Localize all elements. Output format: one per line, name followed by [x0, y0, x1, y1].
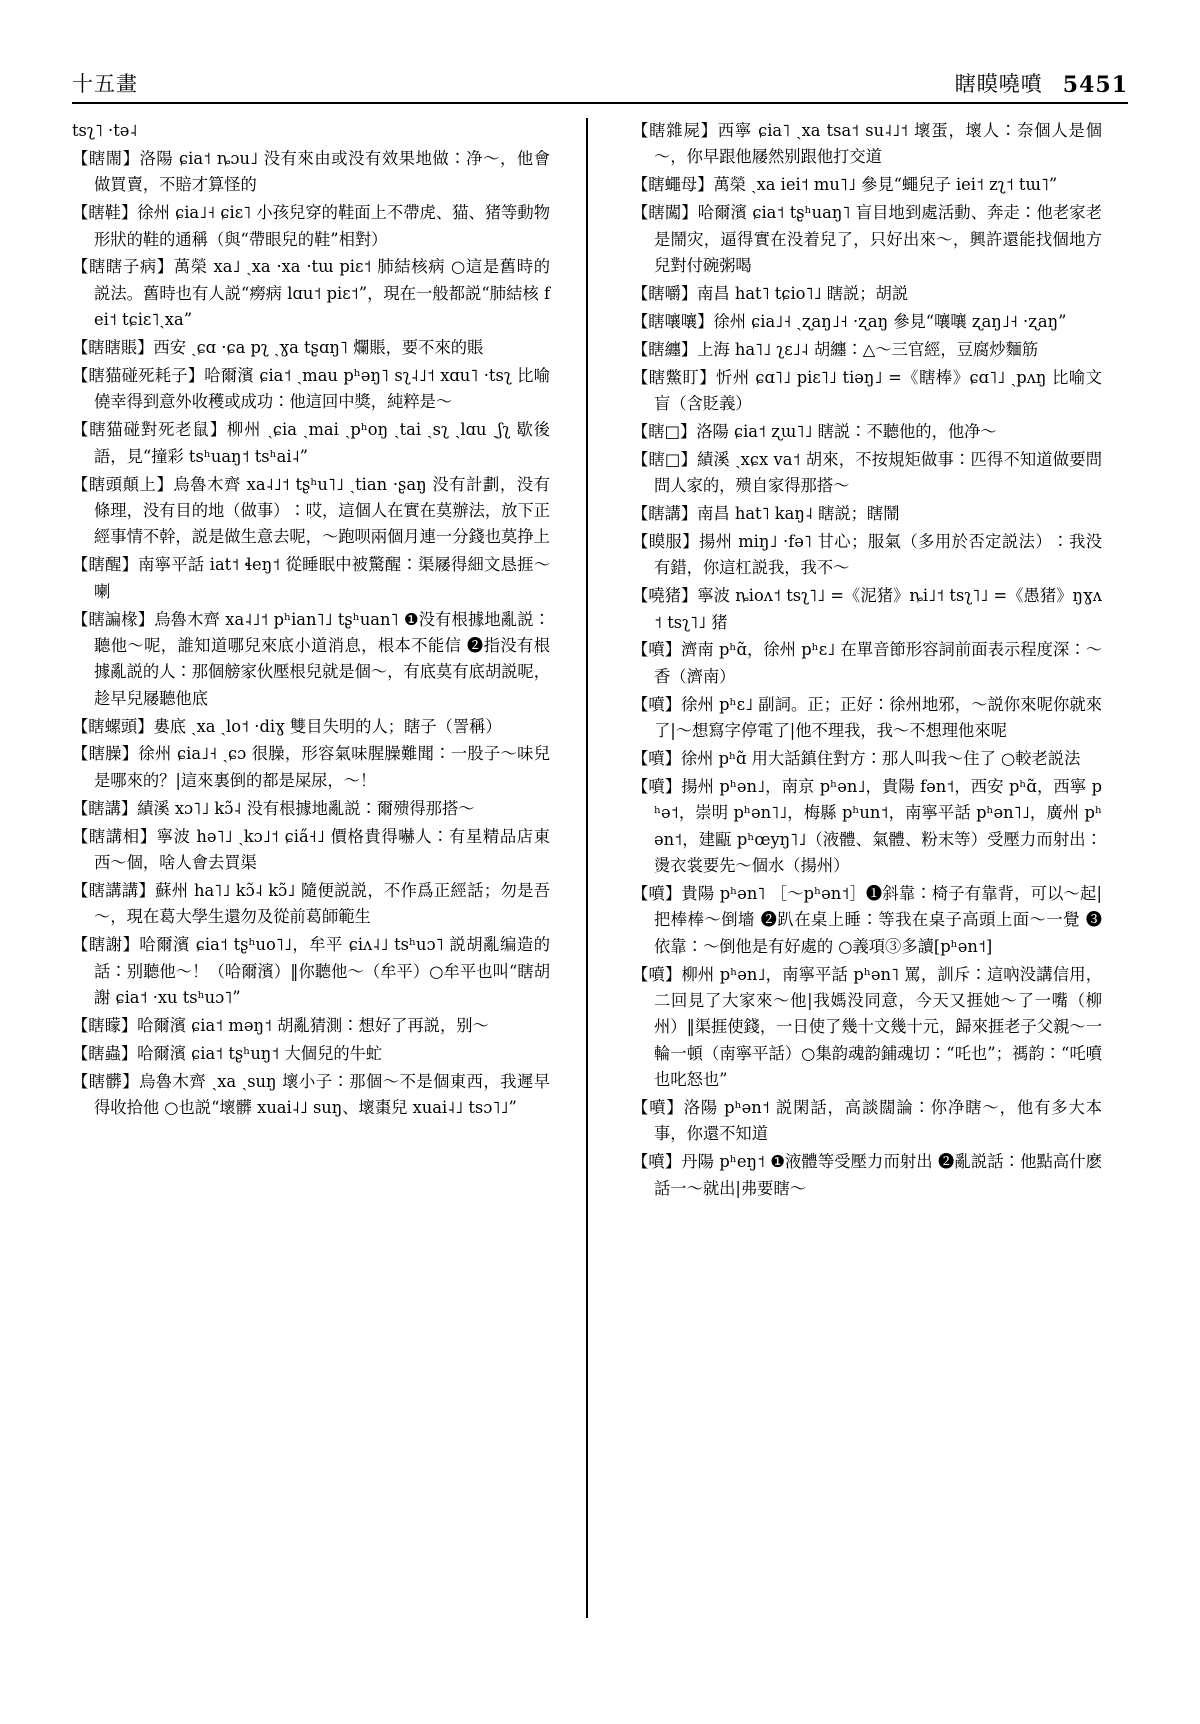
dictionary-entry: 【瞎瞎賬】西安 ˎɕɑ ·ɕa pʅ ˎɣa tʂɑŋ˥ 爛賬，要不來的賬	[72, 338, 484, 358]
dictionary-entry: 【瞎□】績溪 ˎxɕx va˦ 胡來，不按規矩做事∶匹得不知道做要問問人家的，㱮自家得那搭～	[632, 449, 1102, 496]
dictionary-entry: 【噴】貴陽 pʰən˥ ［～pʰən˦］❶斜靠∶椅子有靠背，可以～起|把棒棒～倒墻 ❷趴在桌上睡∶等我在桌子高頭上面～一覺 ❸依靠∶～倒他是有好處的 ○義項③多讀[pʰən˦]	[632, 883, 1102, 956]
page-number: 5451	[1062, 72, 1128, 98]
dictionary-entry: 【瞎嚼】南昌 hat˥ tɕio˥˩ 瞎説；胡説	[632, 283, 909, 303]
column-divider	[586, 118, 588, 1618]
dictionary-entry: 【噴】揚州 pʰən˩，南京 pʰən˩，貴陽 fən˦，西安 pʰɑ̃，西寧 pʰə˦，崇明 pʰən˥˩，梅縣 pʰun˦，南寧平話 pʰən˥˩，廣州 pʰən˦，建甌 pʰœyŋ˥˩（液體、氣體、粉末等）受壓力而射出∶燙衣裳要先～個水（揚州）	[632, 776, 1102, 876]
dictionary-entry: 【瞎醒】南寧平話 iat˦ ɬeŋ˦ 從睡眠中被驚醒∶渠㞜得細文恳捱～喇	[72, 555, 550, 601]
running-head-right	[955, 68, 1128, 98]
dictionary-entry: 【瞎螺頭】婁底 ˎxa ˎlo˦ ·diɣ 雙目失明的人；瞎子（詈稱）	[72, 716, 502, 736]
dictionary-entry: 【瞎鱉盯】忻州 ɕɑ˥˩ piɛ˥˩ tiəŋ˩ =《瞎棒》ɕɑ˥˩ ˎpʌŋ 比喻文盲（含貶義）	[632, 367, 1102, 413]
dictionary-entry: 【噴】洛陽 pʰən˦ 説閑話，高談闊論∶你净瞎～，他有多大本事，你還不知道	[632, 1098, 1102, 1144]
dictionary-entry: 【瞎諞椽】烏魯木齊 xa˨˩˦ pʰian˥˩ tʂʰuan˥ ❶没有根據地亂説∶聽他～呢，誰知道哪兒來底小道消息，根本不能信 ❷指没有根據亂説的人∶那個艕家伙壓根兒就是個～，有底莫有底胡説呢，趁早兒㞜聽他底	[72, 609, 550, 708]
dictionary-entry: 【瞎猫碰死耗子】哈爾濱 ɕia˦ ˎmau pʰəŋ˥ sʅ˨˩˦ xɑu˥ ·tsʅ 比喻僥幸得到意外收穫或成功∶他這回中獎，純粹是～	[72, 366, 550, 412]
dictionary-entry: 【噴】徐州 pʰɛ˩ 副詞。正；正好∶徐州地邪，～説你來呢你就來了|～想寫字停電了|他不理我，我～不想理他來呢	[632, 694, 1102, 741]
dictionary-entry: 【噴】徐州 pʰɑ̃ 用大話鎮住對方∶那人叫我～住了 ○較老説法	[632, 748, 1081, 768]
dictionary-entry: 【嘵猪】寧波 ȵioʌ˦ tsʅ˥˩ =《泥猪》ȵi˩˦ tsʅ˥˩ =《愚猪》ŋɣʌ˦ tsʅ˥˩ 猪	[632, 586, 1102, 632]
dictionary-entry: 【瞎講講】蘇州 ha˥˩ kɔ̃˨ kɔ̃˩ 隨便説説，不作爲正經話；勿是吾～，現在葛大學生還勿及從前葛師範生	[72, 880, 550, 927]
dictionary-entry: 【瞎講】績溪 xɔ˥˩ kɔ̃˨ 没有根據地亂説∶爾㱮得那搭～	[72, 798, 475, 818]
dictionary-entry: 【瞎瞎子病】萬榮 xa˩ ˎxa ·xa ·tɯ piɛ˦ 肺結核病 ○這是舊時的説法。舊時也有人説“癆病 lɑu˦ piɛ˦”，現在一般都説“肺結核 fei˦ tɕiɛ˥ˎxa”	[72, 257, 550, 330]
dictionary-entry: 【瞎纏】上海 ha˥˩ ʅɛ˩˨ 胡纏∶△～三官經，豆腐炒麵筋	[632, 339, 1039, 359]
left-column	[72, 118, 572, 1618]
dictionary-entry: 【瞎閙】洛陽 ɕia˦ ȵɔu˩ 没有來由或没有效果地做∶净～，他會做買賣，不賠才算怪的	[72, 148, 550, 195]
running-head	[72, 60, 1128, 104]
dictionary-entry: 【瞎髒】烏魯木齊 ˎxa ˎsuŋ 壞小子∶那個～不是個東西，我遲早得收拾他 ○也説“壞髒 xuai˨˩ suŋ、壞棗兒 xuai˨˩ tsɔ˥˩”	[72, 1071, 550, 1118]
columns-container	[72, 118, 1132, 1618]
dictionary-entry: 【瞎□】洛陽 ɕia˦ ʐɯ˥˩ 瞎説∶不聽他的，他净～	[632, 421, 997, 441]
dictionary-entry: 【瞙服】揚州 miŋ˩ ·fə˥ 甘心；服氣（多用於否定説法）∶我没有錯，你這杠説我，我不～	[632, 531, 1102, 578]
dictionary-entry: 【噴】濟南 pʰɑ̃，徐州 pʰɛ˩ 在單音節形容詞前面表示程度深∶～香（濟南）	[632, 640, 1102, 686]
dictionary-entry: 【瞎嚷嚷】徐州 ɕia˩˧ ˎʐaŋ˩˧ ·ʐaŋ 參見“嚷嚷 ʐaŋ˩˧ ·ʐaŋ”	[632, 311, 1067, 331]
running-head-left: 十五畫	[72, 72, 138, 96]
dictionary-entry: 【瞎蠅母】萬榮 ˎxa iei˦ mu˥˩ 參見“蠅兒子 iei˦ zʅ˦ tɯ˥”	[632, 175, 1058, 195]
dictionary-entry: tsʅ˥ ·tə˨	[72, 121, 138, 140]
dictionary-entry: 【噴】柳州 pʰən˩，南寧平話 pʰən˥ 罵，訓斥∶這吶没講信用，二回見了大家來～他|我媽没同意，今天又捱她～了一嘴（柳州）‖渠捱使錢，一日使了幾十文幾十元，歸來捱老子父親～一輪一頓（南寧平話）○集韵魂韵鋪魂切∶“吒也”；禡韵∶“吒噴也叱怒也”	[632, 964, 1102, 1090]
dictionary-entry: 【噴】丹陽 pʰeŋ˦ ❶液體等受壓力而射出 ❷亂説話∶他點高什麽話一～就出|弗要瞎～	[632, 1152, 1102, 1198]
dictionary-entry: 【瞎頭顛上】烏魯木齊 xa˨˩˦ tʂʰu˥˩ ˎtian ·ʂaŋ 没有計劃，没有條理，没有目的地（做事）∶哎，這個人在實在莫辦法，放下正經事情不幹，説是做生意去呢，～跑呗兩個月連一分錢也莫挣上	[72, 474, 550, 547]
dictionary-entry: 【瞎鞋】徐州 ɕia˩˧ ɕiɛ˥ 小孩兒穿的鞋面上不帶虎、猫、猪等動物形狀的鞋的通稱（與“帶眼兒的鞋”相對）	[72, 203, 550, 249]
dictionary-entry: 【瞎蟲】哈爾濱 ɕia˦ tʂʰuŋ˦ 大個兒的牛虻	[72, 1043, 383, 1063]
dictionary-entry: 【瞎闖】哈爾濱 ɕia˦ tʂʰuaŋ˥ 盲目地到處活動、奔走∶他老家老是鬧灾，逼得實在没着兒了，只好出來～，興許還能找個地方兒對付碗粥喝	[632, 203, 1102, 275]
running-head-title: 瞎瞙嘵噴	[954, 72, 1043, 96]
right-column	[602, 118, 1102, 1618]
dictionary-entry: 【瞎雜屍】西寧 ɕia˥ ˎxa tsa˦ su˨˩˦ 壞蛋，壞人∶奈個人是個～，你早跟他㞜然别跟他打交道	[632, 121, 1102, 167]
dictionary-entry: 【瞎講】南昌 hat˥ kaŋ˨ 瞎説；瞎鬧	[632, 503, 900, 523]
dictionary-entry: 【瞎謝】哈爾濱 ɕia˦ tʂʰuo˥˩，牟平 ɕiʌ˨˩ tsʰuɔ˥ 説胡亂编造的話∶别聽他～！（哈爾濱）‖你聽他～（牟平）○牟平也叫“瞎胡謝 ɕia˦ ·xu tsʰuɔ˥”	[72, 935, 550, 1007]
dictionary-entry: 【瞎猫碰對死老鼠】柳州 ˎɕia ˎmai ˎpʰoŋ ˎtai ˎsʅ ˎlɑu ˎʃʅ 歇後語，見“撞彩 tsʰuaŋ˦ tsʰai˨”	[72, 420, 550, 466]
dictionary-entry: 【瞎矇】哈爾濱 ɕia˦ məŋ˦ 胡亂猜測∶想好了再説，别～	[72, 1015, 489, 1035]
dictionary-entry: 【瞎臊】徐州 ɕia˩˧ ˎɕɔ 很臊，形容氣味腥臊難聞∶一股子～味兒是哪來的？|這來裏倒的都是屎尿，～！	[72, 744, 550, 790]
dictionary-entry: 【瞎講相】寧波 hə˥˩ ˎkɔ˩˦ ɕia̋˧˩ 價格貴得嚇人∶有星精品店東西～個，啥人會去買渠	[72, 826, 550, 873]
